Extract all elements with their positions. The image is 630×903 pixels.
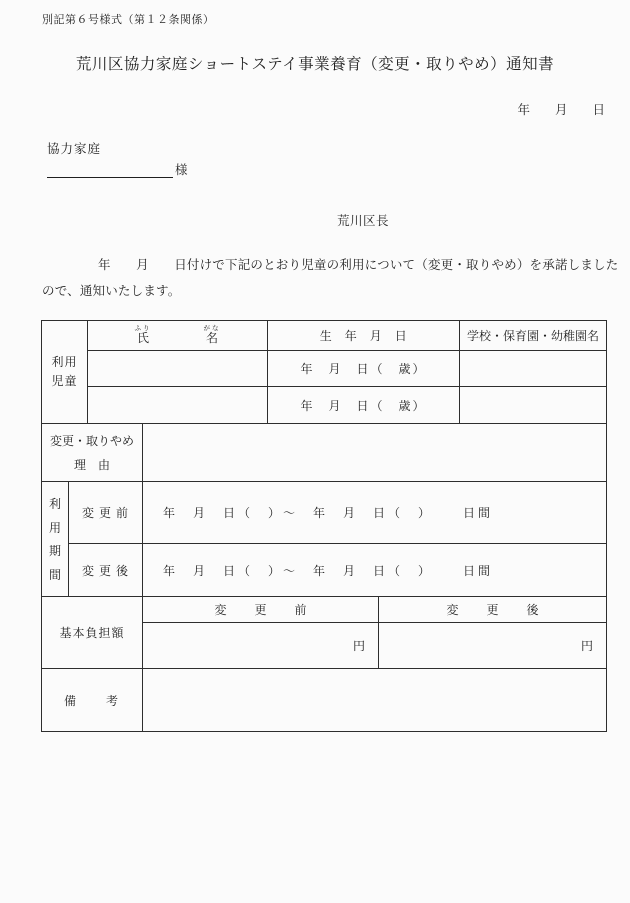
remarks-label: 備 考 bbox=[42, 669, 143, 731]
child-name-cell-2 bbox=[88, 387, 268, 423]
period-label-char-2: 用 bbox=[48, 520, 61, 535]
fee-after-value-cell bbox=[379, 623, 606, 668]
fee-section bbox=[42, 596, 606, 668]
recipient-honorific: 様 bbox=[175, 163, 189, 177]
reason-label bbox=[42, 424, 143, 481]
period-section bbox=[42, 481, 606, 596]
period-after-row bbox=[69, 544, 606, 597]
fee-value-row bbox=[143, 623, 606, 668]
child-name-cell-1 bbox=[88, 351, 268, 386]
school-column-header: 学校・保育園・幼稚園名 bbox=[466, 329, 599, 343]
birthdate-column-header: 生 年 月 日 bbox=[268, 321, 460, 350]
fee-header-row bbox=[143, 597, 606, 623]
period-label-char-4: 間 bbox=[48, 567, 61, 582]
body-line-2: ので、通知いたします。 bbox=[42, 283, 181, 298]
period-after-date-range: 年 月 日（ ）～ 年 月 日（ ） bbox=[163, 564, 434, 578]
period-before-label: 変 更 前 bbox=[69, 482, 143, 543]
child-birth-cell-2: 年 月 日（ 歳） bbox=[268, 387, 460, 423]
reason-section bbox=[42, 423, 606, 481]
name-header-furigana-1: 氏ふり bbox=[134, 325, 152, 345]
period-before-date-range: 年 月 日（ ）～ 年 月 日（ ） bbox=[163, 506, 434, 520]
child-birth-cell-1: 年 月 日（ 歳） bbox=[268, 351, 460, 386]
name-column-header bbox=[88, 321, 268, 350]
form-number-note: 別記第６号様式（第１２条関係） bbox=[42, 14, 215, 26]
child-school-cell-2 bbox=[460, 387, 606, 423]
issue-date-line: 年 月 日 bbox=[517, 103, 605, 117]
child-label-line2: 児童 bbox=[51, 374, 78, 388]
child-row-2 bbox=[88, 387, 606, 423]
period-after-days: 日間 bbox=[463, 564, 494, 578]
fee-after-header: 変 更 後 bbox=[446, 603, 547, 617]
fee-before-unit: 円 bbox=[352, 639, 365, 653]
period-before-days: 日間 bbox=[463, 506, 494, 520]
sender-name: 荒川区長 bbox=[337, 214, 390, 228]
period-label-char-1: 利 bbox=[48, 497, 61, 511]
remarks-section bbox=[42, 668, 606, 731]
period-before-value-cell bbox=[143, 482, 606, 543]
child-header-row bbox=[88, 321, 606, 351]
fee-section-label: 基本負担額 bbox=[42, 597, 143, 668]
period-before-row bbox=[69, 482, 606, 544]
period-label-char-3: 期 bbox=[48, 544, 61, 559]
recipient-label: 協力家庭 bbox=[47, 142, 102, 156]
child-section bbox=[42, 321, 606, 423]
child-row-1 bbox=[88, 351, 606, 387]
body-paragraph bbox=[42, 253, 619, 304]
child-section-label bbox=[42, 321, 88, 423]
name-header-furigana-2: 名がな bbox=[203, 325, 221, 345]
reason-label-line1: 変更・取りやめ bbox=[49, 433, 134, 448]
body-line-1: 年 月 日付けで下記のとおり児童の利用について（変更・取りやめ）を承諾しました bbox=[98, 258, 619, 272]
recipient-name-blank bbox=[47, 162, 173, 178]
period-after-label: 変 更 後 bbox=[69, 544, 143, 597]
child-label-line1: 利用 bbox=[51, 355, 78, 369]
notification-table bbox=[41, 320, 607, 732]
recipient-name-line bbox=[47, 160, 189, 178]
child-school-cell-1 bbox=[460, 351, 606, 386]
reason-label-line2: 理 由 bbox=[73, 457, 110, 472]
fee-after-unit: 円 bbox=[580, 639, 593, 653]
fee-before-header: 変 更 前 bbox=[143, 597, 379, 622]
remarks-value-cell bbox=[143, 669, 606, 731]
reason-value-cell bbox=[143, 424, 606, 481]
document-title: 荒川区協力家庭ショートステイ事業養育（変更・取りやめ）通知書 bbox=[75, 56, 555, 73]
fee-before-value-cell bbox=[143, 623, 379, 668]
period-after-value-cell bbox=[143, 544, 606, 597]
period-section-label bbox=[42, 482, 69, 596]
